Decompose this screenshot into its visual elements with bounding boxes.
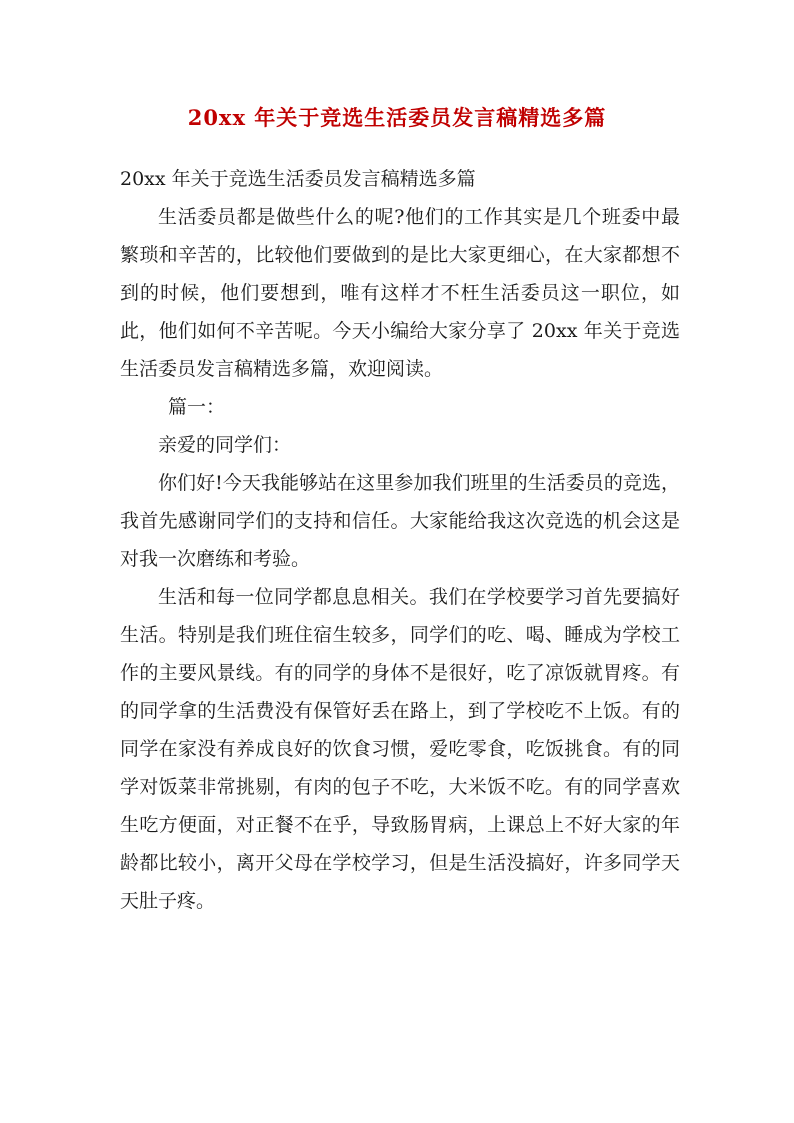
document-title: 20xx 年关于竞选生活委员发言稿精选多篇 bbox=[187, 105, 607, 130]
intro-paragraph: 生活委员都是做些什么的呢?他们的工作其实是几个班委中最繁琐和辛苦的，比较他们要做到的是比大家更细心，在大家都想不到的时候，他们要想到，唯有这样才不枉生活委员这一职位，如此，他们如何不辛苦呢。今天小编给大家分享了 20xx 年关于竞选生活委员发言稿精选多篇，欢迎阅读。 bbox=[120, 206, 680, 380]
body-paragraph: 你们好!今天我能够站在这里参加我们班里的生活委员的竞选，我首先感谢同学们的支持和信任。大家能给我这次竞选的机会这是对我一次磨练和考验。 bbox=[120, 472, 680, 570]
salutation: 亲爱的同学们： bbox=[158, 434, 292, 456]
document-body bbox=[120, 160, 680, 920]
section-heading: 篇一： bbox=[168, 396, 226, 418]
body-paragraph: 生活和每一位同学都息息相关。我们在学校要学习首先要搞好生活。特别是我们班住宿生较多，同学们的吃、喝、睡成为学校工作的主要风景线。有的同学的身体不是很好，吃了凉饭就胃疼。有的同学拿的生活费没有保管好丢在路上，到了学校吃不上饭。有的同学在家没有养成良好的饮食习惯，爱吃零食，吃饭挑食。有的同学对饭菜非常挑剔，有肉的包子不吃，大米饭不吃。有的同学喜欢生吃方便面，对正餐不在乎，导致肠胃病，上课总上不好大家的年龄都比较小，离开父母在学校学习，但是生活没搞好，许多同学天天肚子疼。 bbox=[120, 586, 680, 912]
document-subtitle: 20xx 年关于竞选生活委员发言稿精选多篇 bbox=[120, 168, 476, 190]
